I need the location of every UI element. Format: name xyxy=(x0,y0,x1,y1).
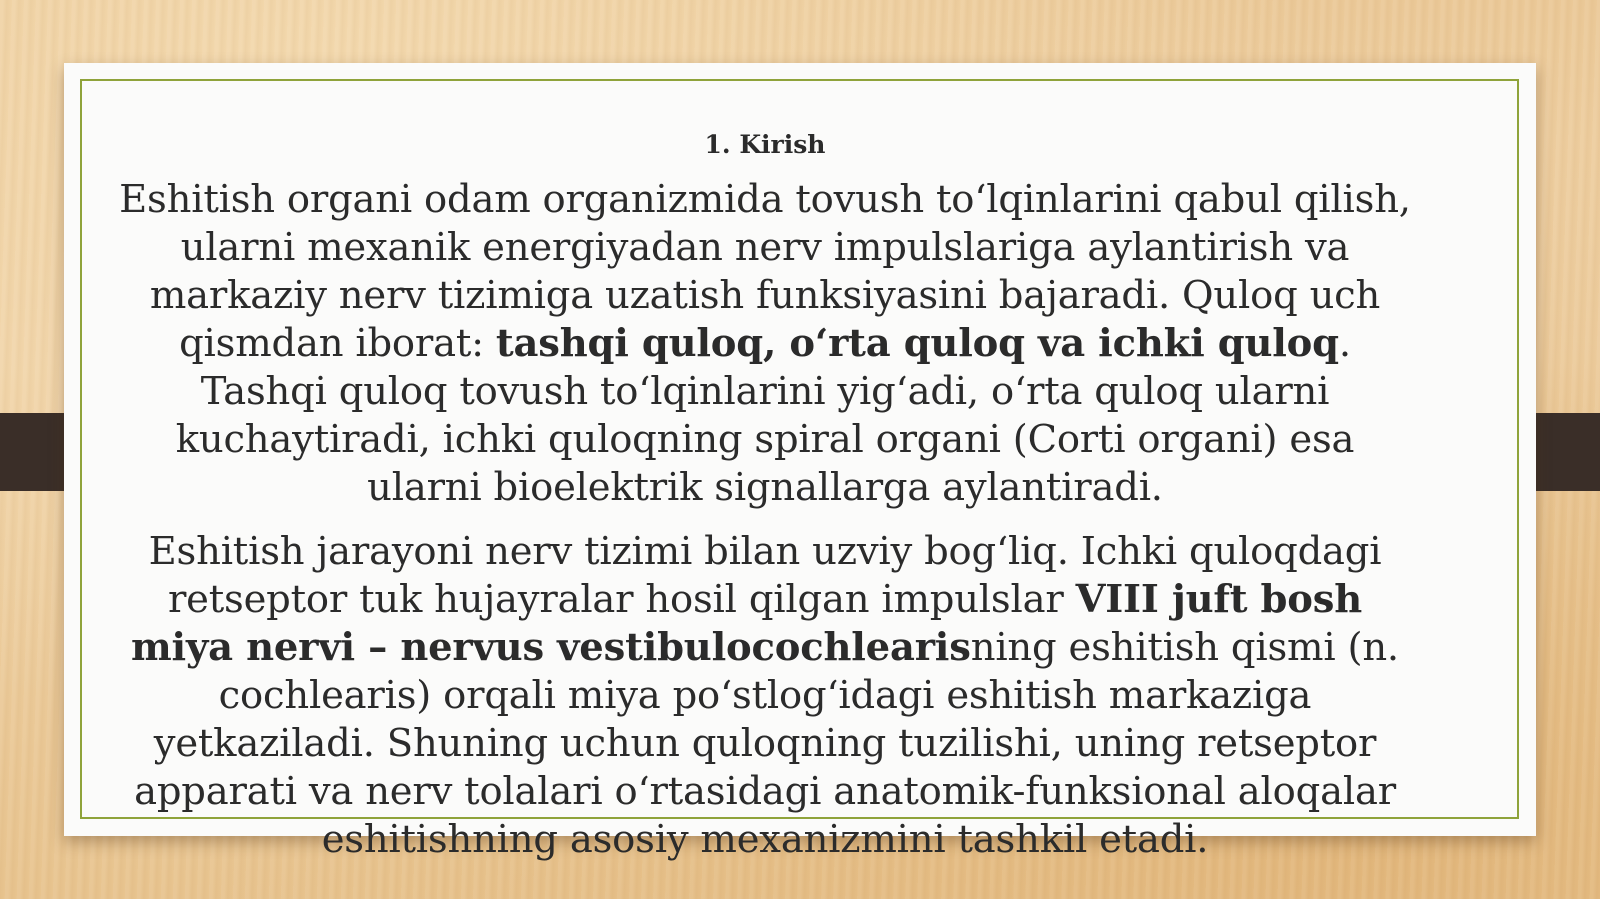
paragraph-1 xyxy=(115,176,1415,512)
slide-heading: 1. Kirish xyxy=(704,130,826,159)
paragraph-2 xyxy=(115,528,1415,864)
paragraph-1-text-b: . Tashqi quloq tovush to‘lqinlarini yig‘adi, o‘rta quloq ularni kuchaytiradi, ichki quloqning spiral organi (Corti organi) esa ularni bioelektrik signallarga aylantiradi. xyxy=(175,321,1355,510)
paragraph-2-text-a: Eshitish jarayoni nerv tizimi bilan uzviy bog‘liq. Ichki quloqdagi retseptor tuk hujayralar hosil qilgan impulslar xyxy=(148,529,1382,622)
paragraph-2-bold: VIII juft bosh miya nervi – nervus vestibulocochlearis xyxy=(131,577,1363,670)
paragraph-1-bold: tashqi quloq, o‘rta quloq va ichki quloq xyxy=(495,321,1339,366)
slide-content xyxy=(115,128,1415,880)
paragraph-2-text-b: ning eshitish qismi (n. cochlearis) orqali miya po‘stlog‘idagi eshitish markaziga yetkaziladi. Shuning uchun quloqning tuzilishi, uning retseptor apparati va nerv tolalari o‘rtasidagi anatomik-funksional aloqalar eshitishning asosiy mexanizmini tashkil etadi. xyxy=(134,625,1399,862)
paragraph-1-text-a: Eshitish organi odam organizmida tovush to‘lqinlarini qabul qilish, ularni mexanik energiyadan nerv impulslariga aylantirish va markaziy nerv tizimiga uzatish funksiyasini bajaradi. Quloq uch qismdan iborat: xyxy=(119,177,1411,366)
